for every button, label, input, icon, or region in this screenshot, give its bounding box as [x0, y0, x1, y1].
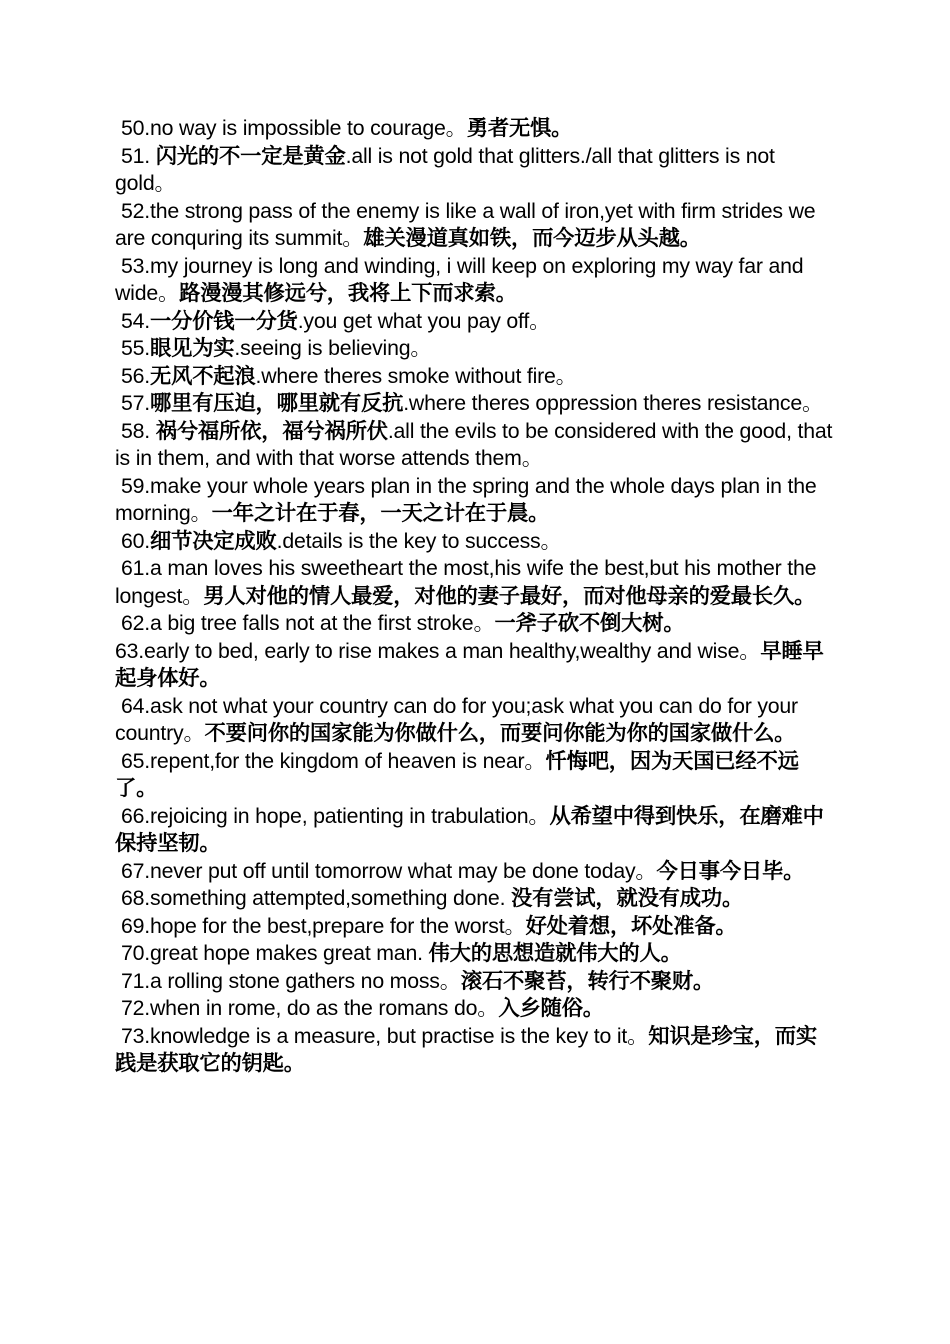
proverb-chinese: 细节决定成败 [150, 528, 277, 553]
proverb-english: 65.repent,for the kingdom of heaven is near。 [121, 748, 546, 773]
proverb-entry [115, 335, 837, 363]
proverb-english: 68.something attempted,something done. [121, 886, 511, 910]
proverb-entry [115, 308, 837, 336]
proverb-english: .details is the key to success。 [276, 528, 562, 553]
proverb-chinese: 伟大的思想造就伟大的人。 [428, 941, 682, 965]
proverb-chinese: 雄关漫道真如铁，而今迈步从头越。 [363, 226, 701, 250]
proverb-entry [115, 390, 837, 418]
proverb-english: .all is not gold that glitters./all that glitters is not gold。 [115, 143, 775, 195]
proverb-chinese: 忏悔吧，因为天国已经不远了。 [115, 748, 799, 800]
proverb-entry [115, 885, 837, 913]
proverb-entry [115, 638, 837, 693]
proverb-chinese: 没有尝试，就没有成功。 [511, 886, 744, 910]
proverb-english: 73.knowledge is a measure, but practise is the key to it。 [121, 1023, 649, 1048]
proverb-entry [115, 363, 837, 391]
proverb-number: 60. [121, 528, 151, 553]
proverb-entry [115, 693, 837, 748]
proverb-entry [115, 748, 837, 803]
proverb-chinese: 路漫漫其修远兮，我将上下而求索。 [179, 281, 517, 305]
proverb-english: 53.my journey is long and winding, i will keep on exploring my way far and wide。 [115, 253, 804, 305]
proverb-english: 50.no way is impossible to courage。 [121, 116, 467, 140]
proverb-english: 67.never put off until tomorrow what may be done today。 [121, 858, 657, 883]
proverb-chinese: 好处着想，坏处准备。 [525, 913, 737, 938]
proverb-english: 59.make your whole years plan in the spring and the whole days plan in the morning。 [115, 473, 817, 525]
proverb-chinese: 入乡随俗。 [498, 996, 604, 1020]
proverb-chinese: 早睡早起身体好。 [115, 638, 824, 690]
proverb-entry [115, 198, 837, 253]
proverb-english: 52.the strong pass of the enemy is like a wall of iron,yet with firm strides we are conquring its summit。 [115, 198, 816, 250]
proverb-english: .all the evils to be considered with the good, that is in them, and with that worse attends them。 [115, 418, 833, 470]
proverb-chinese: 无风不起浪 [150, 363, 256, 388]
proverb-english: 69.hope for the best,prepare for the worst。 [121, 913, 526, 938]
proverb-entry [115, 115, 837, 143]
proverb-chinese: 知识是珍宝，而实践是获取它的钥匙。 [115, 1023, 817, 1075]
proverb-list [115, 115, 837, 1078]
proverb-entry [115, 555, 837, 610]
proverb-chinese: 一斧子砍不倒大树。 [494, 611, 685, 635]
proverb-chinese: 祸兮福所依，福兮祸所伏 [155, 418, 388, 443]
proverb-entry [115, 143, 837, 198]
proverb-chinese: 哪里有压迫，哪里就有反抗 [150, 391, 404, 415]
proverb-english: .seeing is believing。 [234, 336, 432, 360]
proverb-english: 61.a man loves his sweetheart the most,his wife the best,but his mother the longest。 [115, 556, 817, 608]
proverb-entry [115, 253, 837, 308]
proverb-chinese: 从希望中得到快乐，在磨难中保持坚韧。 [115, 803, 824, 855]
proverb-number: 56. [121, 363, 151, 388]
proverb-entry [115, 473, 837, 528]
proverb-english: 71.a rolling stone gathers no moss。 [121, 968, 461, 993]
proverb-number: 57. [121, 391, 151, 415]
proverb-entry [115, 803, 837, 858]
proverb-chinese: 眼见为实 [150, 336, 235, 360]
proverb-entry [115, 1023, 837, 1078]
proverb-number: 51. [121, 143, 156, 168]
proverb-number: 54. [121, 308, 151, 333]
proverb-entry [115, 610, 837, 638]
proverb-chinese: 今日事今日毕。 [656, 858, 805, 883]
proverb-entry [115, 995, 837, 1023]
proverb-english: 64.ask not what your country can do for you;ask what you can do for your country。 [115, 693, 798, 745]
proverb-english: 66.rejoicing in hope, patienting in trabulation。 [121, 803, 550, 828]
proverb-english: .you get what you pay off。 [297, 308, 551, 333]
proverb-english: 62.a big tree falls not at the first stroke。 [121, 611, 495, 635]
proverb-english: 63.early to bed, early to rise makes a man healthy,wealthy and wise。 [115, 638, 761, 663]
proverb-entry [115, 913, 837, 941]
proverb-chinese: 闪光的不一定是黄金 [155, 143, 346, 168]
proverb-entry [115, 858, 837, 886]
proverb-chinese: 滚石不聚苔，转行不聚财。 [460, 968, 715, 993]
proverb-english: .where theres smoke without fire。 [255, 363, 577, 388]
proverb-entry [115, 940, 837, 968]
proverb-chinese: 一分价钱一分货 [150, 308, 298, 333]
proverb-entry [115, 968, 837, 996]
proverb-entry [115, 528, 837, 556]
proverb-english: 72.when in rome, do as the romans do。 [121, 996, 499, 1020]
proverb-number: 58. [121, 418, 156, 443]
proverb-chinese: 男人对他的情人最爱，对他的妻子最好，而对他母亲的爱最长久。 [203, 583, 816, 608]
proverb-chinese: 一年之计在于春，一天之计在于晨。 [211, 501, 550, 525]
proverb-entry [115, 418, 837, 473]
proverb-english: .where theres oppression theres resistance。 [403, 391, 824, 415]
proverb-english: 70.great hope makes great man. [121, 941, 429, 965]
proverb-number: 55. [121, 336, 151, 360]
proverb-chinese: 勇者无惧。 [466, 116, 573, 140]
proverb-chinese: 不要问你的国家能为你做什么，而要问你能为你的国家做什么。 [204, 721, 796, 745]
